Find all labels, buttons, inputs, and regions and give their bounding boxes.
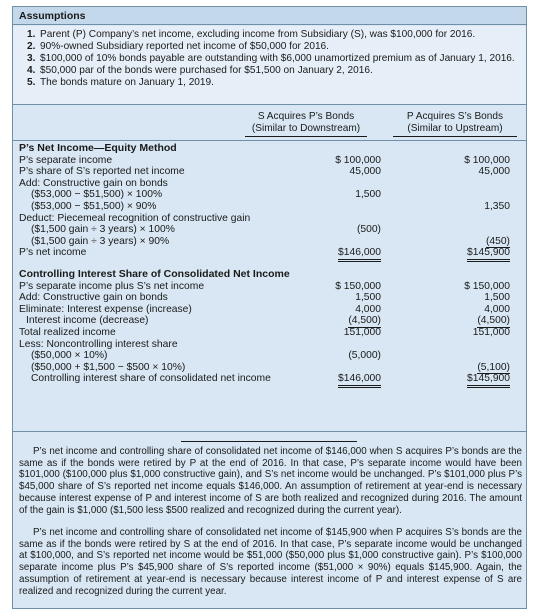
cell-s-acquires: $146,000 bbox=[338, 247, 381, 262]
cell-s-acquires: 4,000 bbox=[355, 303, 381, 315]
cell-p-acquires: (4,500) bbox=[477, 315, 510, 327]
table-row bbox=[13, 247, 526, 259]
row-label: Interest income (decrease) bbox=[26, 315, 149, 327]
row-label: Deduct: Piecemeal recognition of constructive gain bbox=[19, 212, 251, 224]
assumption-item: 3. $100,000 of 10% bonds payable are outstanding with $6,000 unamortized premium as of January 1, 2016. bbox=[27, 53, 515, 64]
income-table bbox=[13, 143, 526, 385]
row-label: Controlling Interest Share of Consolidated Net Income bbox=[19, 267, 290, 280]
cell-s-acquires: 1,500 bbox=[355, 189, 381, 201]
table-row bbox=[13, 166, 526, 178]
cell-p-acquires: (450) bbox=[485, 235, 510, 247]
table-row bbox=[13, 236, 526, 248]
explanation-paragraph: P’s net income and controlling share of consolidated net income of $145,900 when P acquires S’s bonds are the same as if the bonds were retired by S at the end of 2016. In that case, P’s separate income would be unchanged at $100,000, and S’s reported net income would be $51,000 ($50,000 plus $1,000 constructive gain). P’s $100,000 separate income plus P’s $45,900 share of S’s reported income ($51,000 × 90%) equals $145,900. Again, the assumption of retirement at year-end is necessary because interest income of P and interest expense of S are realized and recognized during the current year. bbox=[19, 527, 522, 597]
table-row bbox=[13, 304, 526, 316]
table-row bbox=[13, 373, 526, 385]
table-row bbox=[13, 339, 526, 351]
row-label: ($1,500 gain ÷ 3 years) × 90% bbox=[31, 235, 170, 247]
cell-p-acquires: 1,500 bbox=[484, 292, 510, 304]
centered-rule bbox=[181, 441, 357, 442]
row-label: Eliminate: Interest expense (increase) bbox=[19, 303, 192, 315]
row-label: Add: Constructive gain on bonds bbox=[19, 177, 168, 189]
row-label: ($50,000 × 10%) bbox=[31, 350, 108, 362]
row-label: Controlling interest share of consolidated net income bbox=[31, 373, 271, 385]
cell-p-acquires: 45,000 bbox=[478, 166, 510, 178]
column-header-p-acquires: P Acquires S’s Bonds (Similar to Upstream) bbox=[393, 111, 517, 137]
table-row bbox=[13, 315, 526, 327]
cell-s-acquires: (4,500) bbox=[348, 315, 381, 327]
assumptions-list bbox=[13, 26, 526, 105]
cell-s-acquires: $146,000 bbox=[338, 373, 381, 388]
assumptions-exhibit bbox=[12, 6, 527, 609]
section-heading-row bbox=[13, 143, 526, 155]
assumption-item: 4. $50,000 par of the bonds were purchased for $51,500 on January 2, 2016. bbox=[27, 65, 373, 76]
cell-s-acquires: 151,000 bbox=[343, 326, 381, 338]
row-label: P’s net income bbox=[19, 247, 87, 259]
cell-s-acquires: $ 100,000 bbox=[335, 154, 381, 166]
cell-s-acquires: (5,000) bbox=[348, 350, 381, 362]
cell-p-acquires: 4,000 bbox=[484, 303, 510, 315]
cell-p-acquires: 151,000 bbox=[472, 326, 510, 338]
assumption-item: 5. The bonds mature on January 1, 2019. bbox=[27, 77, 214, 88]
table-row bbox=[13, 178, 526, 190]
table-row bbox=[13, 213, 526, 225]
row-label: P’s Net Income—Equity Method bbox=[19, 142, 177, 154]
row-label: ($53,000 − $51,500) × 100% bbox=[31, 189, 163, 201]
cell-s-acquires: $ 150,000 bbox=[335, 280, 381, 292]
exhibit-header: Assumptions bbox=[13, 7, 526, 25]
cell-p-acquires: (5,100) bbox=[477, 361, 510, 373]
table-row bbox=[13, 201, 526, 213]
row-label: Less: Noncontrolling interest share bbox=[19, 338, 178, 350]
cell-s-acquires: 45,000 bbox=[349, 166, 381, 178]
row-label: ($50,000 + $1,500 − $500 × 10%) bbox=[31, 361, 186, 373]
cell-s-acquires: (500) bbox=[356, 224, 381, 236]
row-label: P’s separate income bbox=[19, 154, 113, 166]
table-row bbox=[13, 155, 526, 167]
row-label: P’s share of S’s reported net income bbox=[19, 166, 185, 178]
row-label: P’s separate income plus S’s net income bbox=[19, 280, 205, 292]
table-row bbox=[13, 292, 526, 304]
row-label: ($53,000 − $51,500) × 90% bbox=[31, 200, 157, 212]
table-row bbox=[13, 281, 526, 293]
section-divider bbox=[13, 140, 526, 141]
cell-p-acquires: $ 150,000 bbox=[464, 280, 510, 292]
table-row bbox=[13, 362, 526, 374]
assumption-item: 1. Parent (P) Company’s net income, excluding income from Subsidiary (S), was $100,000 for 2016. bbox=[27, 29, 476, 40]
row-label: Add: Constructive gain on bonds bbox=[19, 292, 168, 304]
row-label: ($1,500 gain ÷ 3 years) × 100% bbox=[31, 224, 175, 236]
cell-p-acquires: $ 100,000 bbox=[464, 154, 510, 166]
cell-p-acquires: 1,350 bbox=[484, 200, 510, 212]
assumption-item: 2. 90%-owned Subsidiary reported net income of $50,000 for 2016. bbox=[27, 41, 329, 52]
section-divider bbox=[13, 431, 526, 432]
row-label: Total realized income bbox=[19, 326, 116, 338]
table-row bbox=[13, 327, 526, 339]
explanation-paragraph: P’s net income and controlling share of consolidated net income of $146,000 when S acquires P’s bonds are the same as if the bonds were retired by P at the end of 2016. In that case, P’s separate income would have been $101,000 ($100,000 plus $1,000 constructive gain), and S’s net income would be unchanged. P’s $101,000 plus P’s $45,000 share of S’s reported net income equals $146,000. An assumption of retirement at year-end is necessary because interest expense of P and interest income of S are both realized and recognized during 2016. The amount of the gain is $1,000 ($1,500 less $500 realized and recognized during the current year). bbox=[19, 446, 522, 516]
cell-s-acquires: 1,500 bbox=[355, 292, 381, 304]
cell-p-acquires: $145,900 bbox=[467, 247, 510, 262]
section-heading-row bbox=[13, 269, 526, 281]
table-row bbox=[13, 350, 526, 362]
table-row bbox=[13, 224, 526, 236]
column-header-s-acquires: S Acquires P’s Bonds (Similar to Downstream) bbox=[245, 111, 367, 137]
table-row bbox=[13, 189, 526, 201]
cell-p-acquires: $145,900 bbox=[467, 373, 510, 388]
